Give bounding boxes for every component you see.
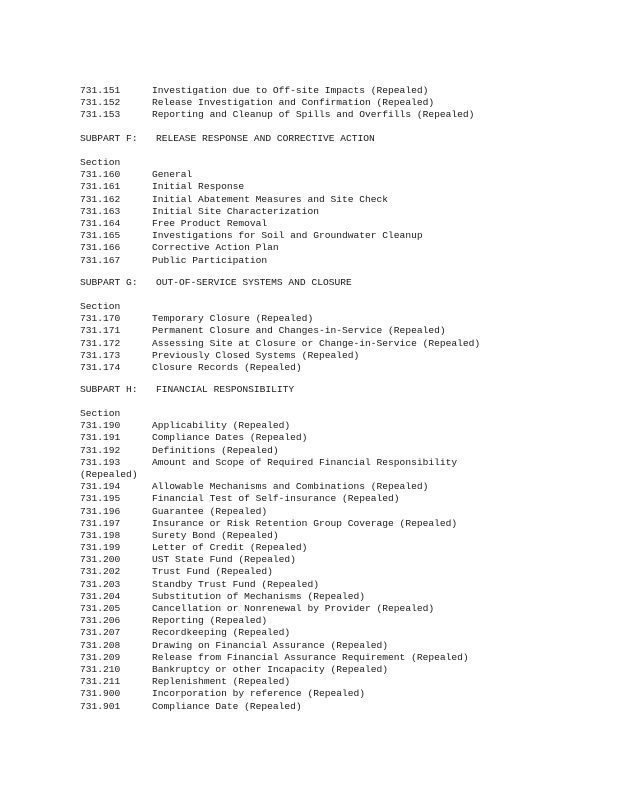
toc-row [80, 676, 600, 688]
section-number: 731.203 [80, 578, 121, 590]
section-title: UST State Fund (Repealed) [152, 554, 296, 566]
section-number: 731.164 [80, 217, 121, 229]
toc-row [80, 518, 600, 530]
toc-row [80, 362, 600, 374]
section-title: Definitions (Repealed) [152, 444, 279, 456]
section-title: Permanent Closure and Changes-in-Service (Repealed) [152, 325, 446, 337]
toc-row [80, 169, 600, 181]
toc-row [80, 206, 600, 218]
toc-row [80, 566, 600, 578]
section-title: Reporting and Cleanup of Spills and Overfills (Repealed) [152, 109, 475, 121]
section-title: Trust Fund (Repealed) [152, 566, 273, 578]
section-number: 731.160 [80, 169, 121, 181]
section-number: 731.196 [80, 505, 121, 517]
section-number: 731.204 [80, 590, 121, 602]
section-number: 731.199 [80, 542, 121, 554]
section-number: 731.211 [80, 676, 121, 688]
section-number: 731.205 [80, 603, 121, 614]
section-title: Investigation due to Off-site Impacts (Repealed) [152, 85, 429, 96]
section-title: Standby Trust Fund (Repealed) [152, 578, 319, 590]
toc-row [80, 85, 600, 97]
section-title: Amount and Scope of Required Financial Responsibility [152, 456, 458, 468]
section-title: Previously Closed Systems (Repealed) [152, 349, 360, 361]
section-label: Section [80, 301, 121, 312]
section-number: 731.174 [80, 361, 121, 373]
section-number: 731.193 [80, 456, 121, 468]
section-title: Compliance Date (Repealed) [152, 700, 302, 712]
section-title: Reporting (Repealed) [152, 615, 268, 627]
section-label: Section [80, 157, 121, 168]
section-title: Substitution of Mechanisms (Repealed) [152, 590, 366, 602]
section-title: Initial Response [152, 181, 245, 193]
toc-row [80, 420, 600, 432]
subpart-f-sections [80, 157, 600, 267]
subpart-g [80, 277, 600, 289]
section-number: 731.162 [80, 193, 121, 205]
subpart-title: RELEASE RESPONSE AND CORRECTIVE ACTION [156, 133, 375, 144]
toc-row [80, 554, 600, 566]
section-title-continuation: (Repealed) [80, 468, 138, 480]
section-title: Compliance Dates (Repealed) [152, 432, 308, 444]
toc-row [80, 432, 600, 444]
toc-row [80, 603, 600, 615]
toc-row [80, 506, 600, 518]
section-title: Release from Financial Assurance Requirement (Repealed) [152, 651, 469, 663]
section-number: 731.900 [80, 688, 121, 700]
section-title: Incorporation by reference (Repealed) [152, 688, 366, 700]
section-title: Financial Test of Self-insurance (Repealed) [152, 493, 400, 505]
toc-row [80, 97, 600, 109]
section-number: 731.206 [80, 615, 121, 627]
toc-row [80, 652, 600, 664]
toc-row [80, 542, 600, 554]
section-title: Closure Records (Repealed) [152, 361, 302, 373]
subpart-label: SUBPART F: [80, 133, 138, 144]
section-number: 731.192 [80, 444, 121, 456]
subpart-title: OUT-OF-SERVICE SYSTEMS AND CLOSURE [156, 277, 352, 288]
section-label: Section [80, 408, 121, 419]
section-title: Initial Site Characterization [152, 205, 319, 217]
section-number: 731.161 [80, 181, 121, 193]
section-title: Applicability (Repealed) [152, 420, 291, 432]
section-number: 731.173 [80, 349, 121, 361]
section-number: 731.210 [80, 663, 121, 675]
subpart-g-sections [80, 301, 600, 374]
section-title: Initial Abatement Measures and Site Check [152, 193, 389, 205]
subpart-title: FINANCIAL RESPONSIBILITY [156, 384, 295, 395]
toc-row [80, 627, 600, 639]
subpart-f [80, 133, 600, 145]
section-title: Cancellation or Nonrenewal by Provider (Repealed) [152, 603, 435, 614]
section-number: 731.191 [80, 432, 121, 444]
toc-row [80, 530, 600, 542]
toc-row [80, 218, 600, 230]
subpart-h [80, 384, 600, 396]
section-title: Temporary Closure (Repealed) [152, 313, 314, 325]
section-number: 731.170 [80, 313, 121, 325]
subpart-heading [80, 384, 600, 396]
section-title: Corrective Action Plan [152, 242, 279, 254]
toc-row [80, 615, 600, 627]
section-title: General [152, 169, 193, 181]
section-title: Release Investigation and Confirmation (Repealed) [152, 97, 435, 109]
section-number: 731.207 [80, 627, 121, 639]
section-number: 731.190 [80, 420, 121, 432]
subpart-label: SUBPART H: [80, 384, 138, 395]
section-number: 731.171 [80, 325, 121, 337]
toc-row [80, 242, 600, 254]
section-number: 731.153 [80, 109, 121, 121]
toc-row [80, 350, 600, 362]
section-number: 731.202 [80, 566, 121, 578]
toc-row [80, 664, 600, 676]
subpart-h-sections [80, 408, 600, 713]
section-number: 731.165 [80, 230, 121, 242]
toc-row [80, 591, 600, 603]
section-number: 731.200 [80, 554, 121, 566]
toc-row [80, 457, 600, 469]
section-title: Guarantee (Repealed) [152, 505, 268, 517]
section-number: 731.163 [80, 205, 121, 217]
section-number: 731.197 [80, 517, 121, 529]
toc-row [80, 640, 600, 652]
toc-row [80, 688, 600, 700]
section-title: Free Product Removal [152, 217, 268, 229]
section-number: 731.209 [80, 651, 121, 663]
subpart-heading [80, 133, 600, 145]
section-number: 731.901 [80, 700, 121, 712]
section-title: Investigations for Soil and Groundwater Cleanup [152, 230, 423, 242]
toc-row [80, 493, 600, 505]
section-number: 731.194 [80, 481, 121, 493]
section-title: Assessing Site at Closure or Change-in-Service (Repealed) [152, 337, 481, 349]
toc-row [80, 194, 600, 206]
toc-row [80, 109, 600, 121]
toc-row [80, 701, 600, 713]
section-title: Insurance or Risk Retention Group Coverage (Repealed) [152, 517, 458, 529]
section-number: 731.167 [80, 254, 121, 266]
section-title: Replenishment (Repealed) [152, 676, 291, 688]
toc-row [80, 325, 600, 337]
section-title: Bankruptcy or other Incapacity (Repealed) [152, 663, 389, 675]
toc-row [80, 255, 600, 267]
section-title: Allowable Mechanisms and Combinations (Repealed) [152, 481, 429, 493]
section-number: 731.208 [80, 639, 121, 651]
section-title: Surety Bond (Repealed) [152, 529, 279, 541]
section-title: Public Participation [152, 254, 268, 266]
toc-row [80, 338, 600, 350]
section-number: 731.152 [80, 97, 121, 109]
toc-row [80, 313, 600, 325]
toc-row [80, 481, 600, 493]
section-number: 731.166 [80, 242, 121, 254]
section-title: Drawing on Financial Assurance (Repealed) [152, 639, 389, 651]
section-number: 731.195 [80, 493, 121, 505]
section-number: 731.198 [80, 529, 121, 541]
subpart-label: SUBPART G: [80, 277, 138, 288]
section-title: Letter of Credit (Repealed) [152, 542, 308, 554]
section-number: 731.172 [80, 337, 121, 349]
toc-row [80, 579, 600, 591]
toc-row [80, 230, 600, 242]
top-entries [80, 85, 600, 122]
subpart-heading [80, 277, 600, 289]
toc-row [80, 181, 600, 193]
toc-row [80, 445, 600, 457]
section-number: 731.151 [80, 85, 121, 96]
section-title: Recordkeeping (Repealed) [152, 627, 291, 639]
